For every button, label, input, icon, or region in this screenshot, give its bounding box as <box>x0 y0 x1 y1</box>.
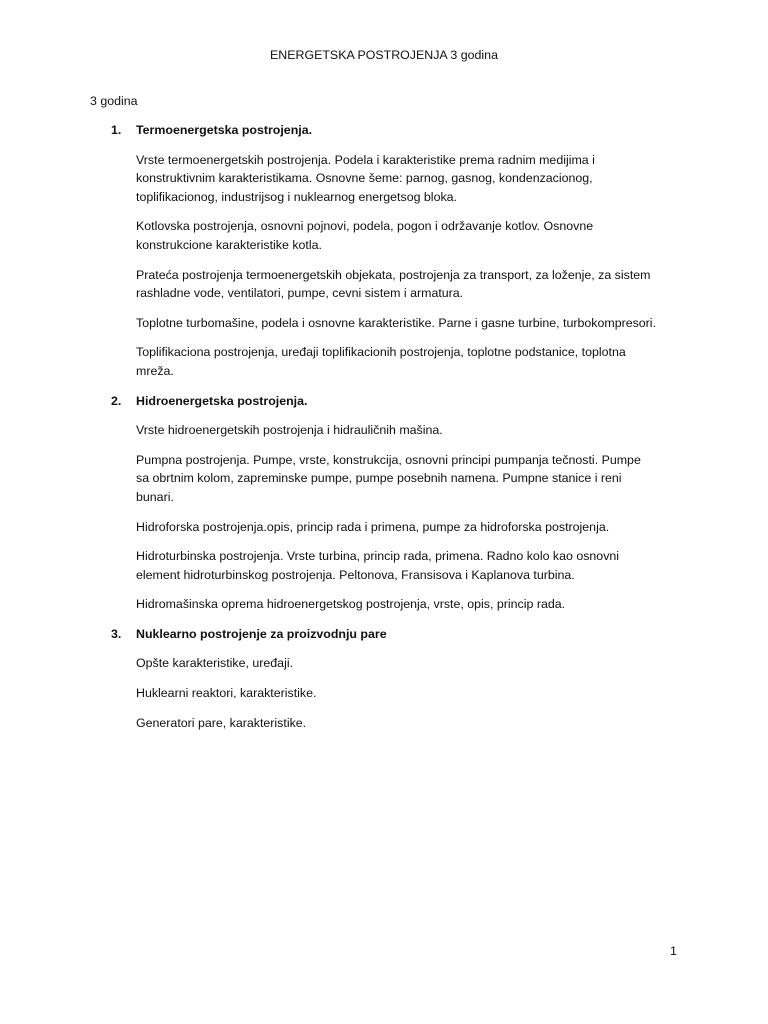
paragraph: Pumpna postrojenja. Pumpe, vrste, konstrukcija, osnovni principi pumpanja tečnosti. Pumpe sa obrtnim kolom, zapreminske pumpe, pumpe posebnih namena. Pumpne stanice i reni bunari. <box>136 452 641 504</box>
section-nuclear-plant <box>0 625 768 732</box>
section-title: Termoenergetska postrojenja. <box>136 123 313 137</box>
page-number: 1 <box>670 944 677 958</box>
paragraph: Opšte karakteristike, uređaji. <box>136 656 294 671</box>
document-body <box>0 121 768 743</box>
section-title: Hidroenergetska postrojenja. <box>136 393 308 408</box>
section-number: 2. <box>111 393 122 408</box>
paragraph: Toplotne turbomašine, podela i osnovne karakteristike. Parne i gasne turbine, turbokompresori. <box>136 315 657 330</box>
paragraph: Huklearni reaktori, karakteristike. <box>136 686 317 701</box>
paragraph: Hidromašinska oprema hidroenergetskog postrojenja, vrste, opis, princip rada. <box>136 597 566 612</box>
section-number: 3. <box>111 626 122 641</box>
paragraph: Hidroturbinska postrojenja. Vrste turbina, princip rada, primena. Radno kolo kao osnovni element hidroturbinskog postrojenja. Peltonova, Fransisova i Kaplanova turbina. <box>136 549 620 582</box>
section-number: 1. <box>111 123 122 137</box>
section-title: Nuklearno postrojenje za proizvodnju pare <box>136 626 387 641</box>
section-heading <box>0 121 768 140</box>
paragraph: Hidroforska postrojenja.opis, princip rada i primena, pumpe za hidroforska postrojenja. <box>136 519 610 534</box>
paragraph: Vrste termoenergetskih postrojenja. Podela i karakteristike prema radnim medijima i konstruktivnim karakteristikama. Osnovne šeme: parnog, gasnog, kondenzacionog, toplifikacionog, industrijsog i nuklearnog energetsog bloka. <box>136 152 595 204</box>
section-thermal-plants <box>0 121 768 381</box>
paragraph: Vrste hidroenergetskih postrojenja i hidrauličnih mašina. <box>136 423 443 438</box>
section-hydro-plants <box>0 392 768 614</box>
document-subtitle: 3 godina <box>90 94 138 108</box>
paragraph: Toplifikaciona postrojenja, uređaji toplifikacionih postrojenja, toplotne podstanice, toplotna mreža. <box>136 345 626 378</box>
section-heading <box>0 625 768 644</box>
paragraph: Kotlovska postrojenja, osnovni pojnovi, podela, pogon i održavanje kotlov. Osnovne konstrukcione karakteristike kotla. <box>136 219 594 252</box>
paragraph: Generatori pare, karakteristike. <box>136 715 307 730</box>
section-heading <box>0 392 768 411</box>
page-header: ENERGETSKA POSTROJENJA 3 godina <box>270 48 498 62</box>
paragraph: Prateća postrojenja termoenergetskih objekata, postrojenja za transport, za loženje, za sistem rashladne vode, ventilatori, pumpe, cevni sistem i armatura. <box>136 267 651 301</box>
